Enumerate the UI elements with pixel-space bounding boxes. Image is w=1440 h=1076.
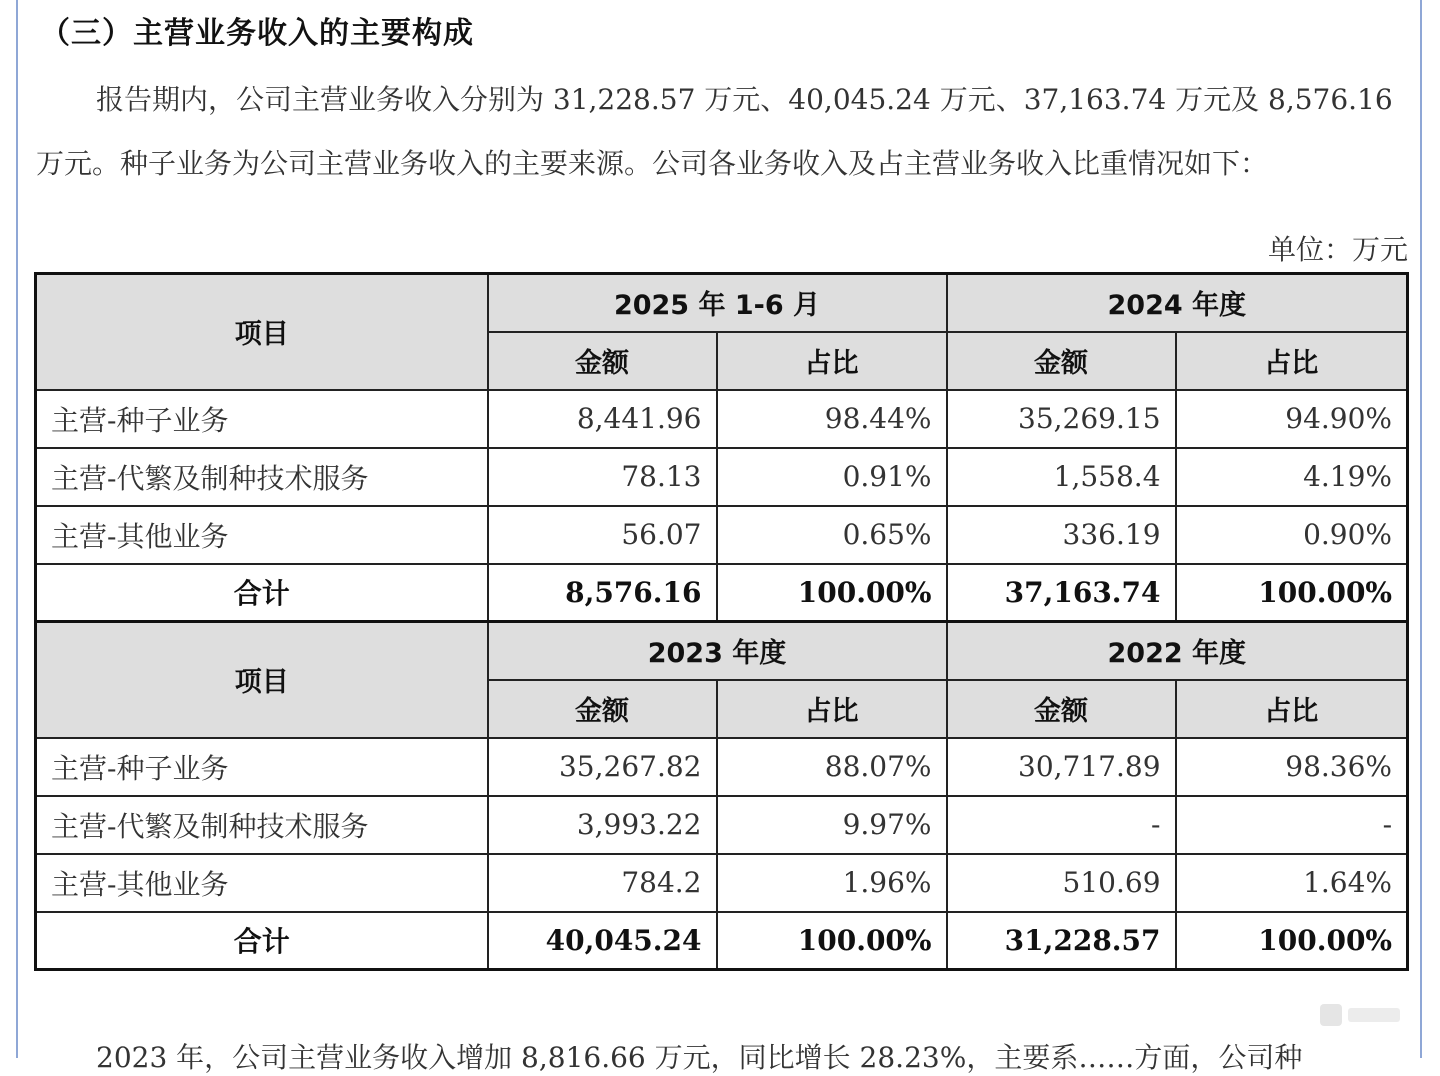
unit-label: 单位：万元 xyxy=(1267,233,1408,266)
row-name: 主营-代繁及制种技术服务 xyxy=(36,448,488,506)
ratio-cell: 0.91% xyxy=(717,448,947,506)
amount-cell: 1,558.4 xyxy=(947,448,1176,506)
amount-cell: - xyxy=(947,796,1176,854)
period-header: 2022 年度 xyxy=(947,622,1408,680)
total-ratio-cell: 100.00% xyxy=(1176,912,1408,970)
total-ratio-cell: 100.00% xyxy=(1176,564,1408,622)
period-header: 2025 年 1-6 月 xyxy=(488,274,947,332)
table-header-row xyxy=(36,622,1408,680)
amount-cell: 510.69 xyxy=(947,854,1176,912)
row-name: 主营-种子业务 xyxy=(36,738,488,796)
ratio-cell: 98.44% xyxy=(717,390,947,448)
revenue-composition-table xyxy=(34,272,1409,971)
ratio-cell: 98.36% xyxy=(1176,738,1408,796)
ratio-cell: 1.96% xyxy=(717,854,947,912)
amount-cell: 35,269.15 xyxy=(947,390,1176,448)
total-amount-cell: 37,163.74 xyxy=(947,564,1176,622)
amount-header: 金额 xyxy=(947,332,1176,390)
table-row xyxy=(36,854,1408,912)
row-name: 主营-种子业务 xyxy=(36,390,488,448)
amount-cell: 30,717.89 xyxy=(947,738,1176,796)
ratio-header: 占比 xyxy=(1176,332,1408,390)
total-amount-cell: 31,228.57 xyxy=(947,912,1176,970)
ratio-cell: 94.90% xyxy=(1176,390,1408,448)
row-name: 主营-代繁及制种技术服务 xyxy=(36,796,488,854)
section-title: （三）主营业务收入的主要构成 xyxy=(40,16,474,51)
amount-cell: 3,993.22 xyxy=(488,796,717,854)
total-label: 合计 xyxy=(36,564,488,622)
page-frame-right-border xyxy=(1420,0,1422,1058)
period-header: 2023 年度 xyxy=(488,622,947,680)
table-header-row xyxy=(36,274,1408,332)
next-paragraph-fragment: 2023 年，公司主营业务收入增加 8,816.66 万元，同比增长 28.23%，主要系……方面，公司种 xyxy=(96,1041,1303,1074)
total-label: 合计 xyxy=(36,912,488,970)
total-amount-cell: 8,576.16 xyxy=(488,564,717,622)
ratio-header: 占比 xyxy=(717,332,947,390)
page-frame-left-border xyxy=(16,0,18,1058)
ratio-cell: 88.07% xyxy=(717,738,947,796)
ratio-cell: 9.97% xyxy=(717,796,947,854)
period-header: 2024 年度 xyxy=(947,274,1408,332)
table-row xyxy=(36,390,1408,448)
table-total-row xyxy=(36,912,1408,970)
row-name: 主营-其他业务 xyxy=(36,854,488,912)
ratio-header: 占比 xyxy=(1176,680,1408,738)
table-row xyxy=(36,506,1408,564)
amount-cell: 336.19 xyxy=(947,506,1176,564)
total-ratio-cell: 100.00% xyxy=(717,912,947,970)
amount-cell: 784.2 xyxy=(488,854,717,912)
ratio-header: 占比 xyxy=(717,680,947,738)
ratio-cell: 1.64% xyxy=(1176,854,1408,912)
paragraph-line-1: 报告期内，公司主营业务收入分别为 31,228.57 万元、40,045.24 万元、37,163.74 万元及 8,576.16 xyxy=(96,83,1393,116)
watermark-logo-icon xyxy=(1318,1000,1404,1030)
ratio-cell: 0.65% xyxy=(717,506,947,564)
table-row xyxy=(36,738,1408,796)
amount-cell: 35,267.82 xyxy=(488,738,717,796)
amount-cell: 78.13 xyxy=(488,448,717,506)
amount-header: 金额 xyxy=(488,332,717,390)
paragraph-line-2: 万元。种子业务为公司主营业务收入的主要来源。公司各业务收入及占主营业务收入比重情况如下： xyxy=(36,147,1269,180)
amount-cell: 8,441.96 xyxy=(488,390,717,448)
amount-header: 金额 xyxy=(947,680,1176,738)
amount-header: 金额 xyxy=(488,680,717,738)
ratio-cell: 4.19% xyxy=(1176,448,1408,506)
ratio-cell: 0.90% xyxy=(1176,506,1408,564)
total-amount-cell: 40,045.24 xyxy=(488,912,717,970)
table-row xyxy=(36,796,1408,854)
amount-cell: 56.07 xyxy=(488,506,717,564)
total-ratio-cell: 100.00% xyxy=(717,564,947,622)
row-name: 主营-其他业务 xyxy=(36,506,488,564)
table-total-row xyxy=(36,564,1408,622)
item-header: 项目 xyxy=(36,622,488,738)
table-row xyxy=(36,448,1408,506)
ratio-cell: - xyxy=(1176,796,1408,854)
item-header: 项目 xyxy=(36,274,488,390)
